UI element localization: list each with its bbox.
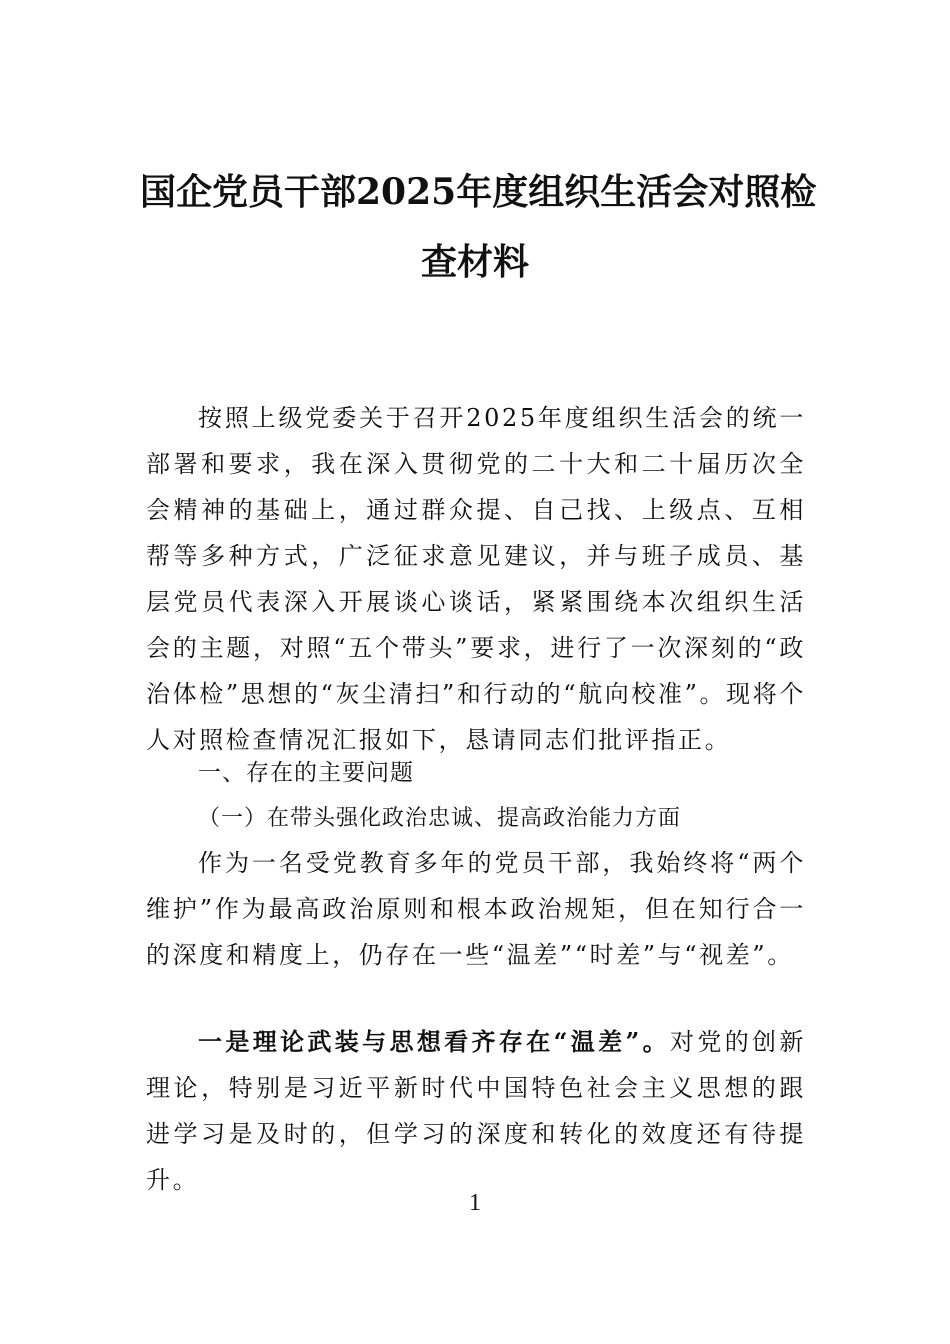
paragraph-political-loyalty: 作为一名受党教育多年的党员干部，我始终将“两个维护”作为最高政治原则和根本政治规矩，但在知行合一的深度和精度上，仍存在一些“温差”“时差”与“视差”。 <box>146 849 806 969</box>
paragraph-body-text: 对党的创新理论，特别是习近平新时代中国特色社会主义思想的跟进学习是及时的，但学习的深度和转化的效度还有待提升。 <box>146 1028 806 1194</box>
document-title-line-1: 国企党员干部2025年度组织生活会对照检 <box>140 171 817 213</box>
intro-paragraph: 按照上级党委关于召开2025年度组织生活会的统一部署和要求，我在深入贯彻党的二十大和二十届历次全会精神的基础上，通过群众提、自己找、上级点、互相帮等多种方式，广泛征求意见建议，并与班子成员、基层党员代表深入开展谈心谈话，紧紧围绕本次组织生活会的主题，对照“五个带头”要求，进行了一次深刻的“政治体检”思想的“灰尘清扫”和行动的“航向校准”。现将个人对照检查情况汇报如下，恳请同志们批评指正。 <box>146 404 806 754</box>
page-number: 1 <box>469 1190 481 1216</box>
paragraph-theory-study <box>146 1019 806 1203</box>
paragraph-lead-bold: 一是理论武装与思想看齐存在“温差”。 <box>198 1027 670 1056</box>
section-heading: 一、存在的主要问题 <box>198 760 414 786</box>
subsection-heading: （一）在带头强化政治忠诚、提高政治能力方面 <box>198 806 682 831</box>
document-title-line-2: 查材料 <box>420 241 529 283</box>
